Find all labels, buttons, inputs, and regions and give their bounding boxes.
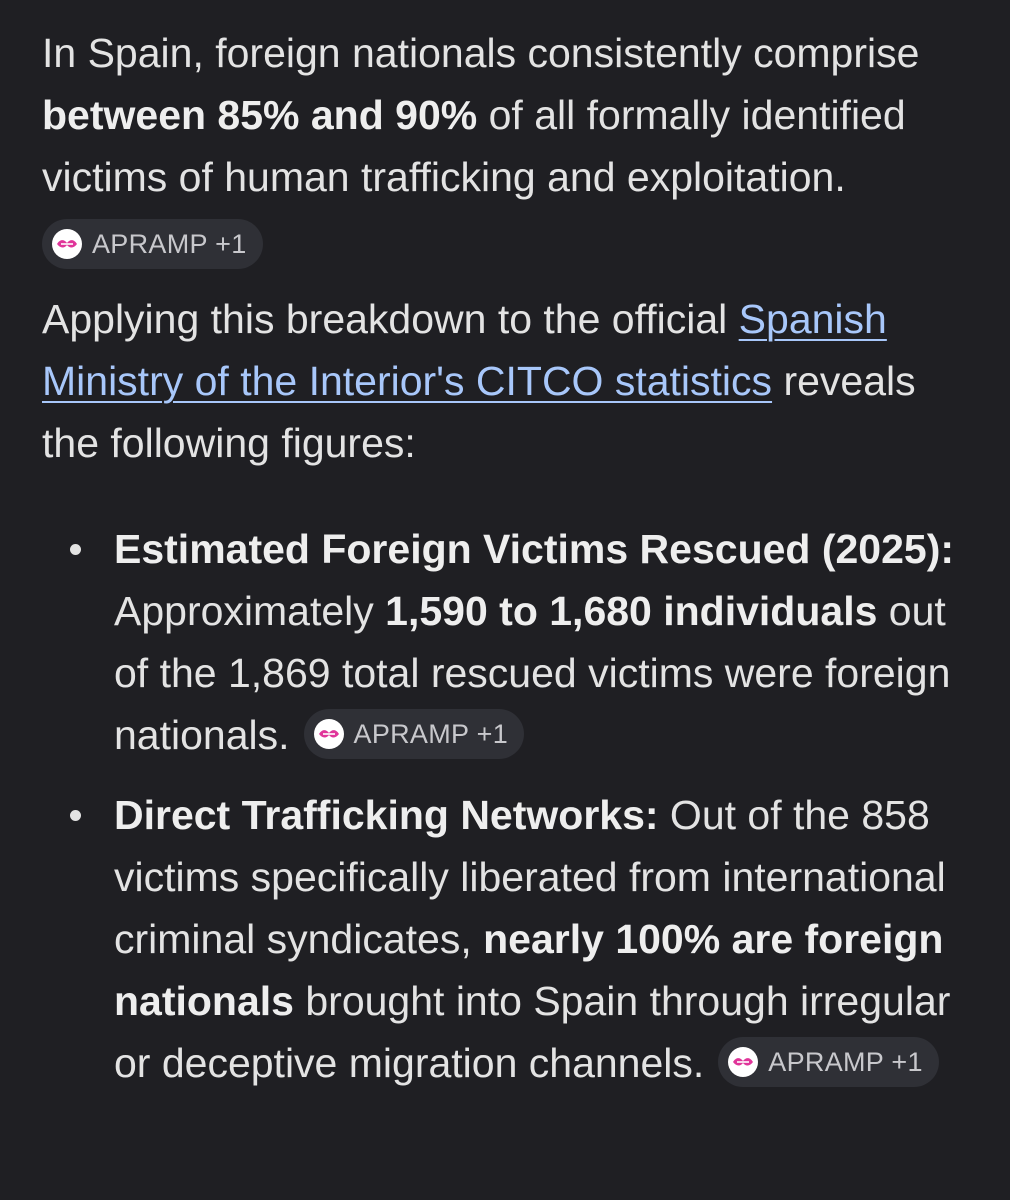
figures-list	[42, 518, 972, 1094]
source-chip[interactable]	[304, 709, 525, 759]
handshake-icon	[728, 1047, 758, 1077]
list-item	[42, 784, 972, 1094]
source-chip-label: APRAMP +1	[768, 1047, 923, 1078]
intro-text-end: of all formally identified victims of human trafficking and exploitation.	[42, 92, 906, 200]
response-content	[42, 22, 972, 1112]
list-item-text: out of the 1,869 total rescued victims were foreign nationals.	[114, 588, 951, 758]
list-item-bold: 1,590 to 1,680 individuals	[385, 588, 878, 634]
list-item-text: brought into Spain through irregular or deceptive migration channels.	[114, 978, 951, 1086]
ministry-text-start: Applying this breakdown to the official	[42, 296, 739, 342]
ministry-paragraph	[42, 288, 972, 474]
handshake-icon	[314, 719, 344, 749]
list-item-heading: Direct Trafficking Networks:	[114, 792, 659, 838]
intro-bold-range: between 85% and 90%	[42, 92, 478, 138]
citco-statistics-link[interactable]: Spanish Ministry of the Interior's CITCO statistics	[42, 296, 887, 404]
handshake-icon	[52, 229, 82, 259]
list-item-text: Approximately	[114, 588, 386, 634]
source-chip-row	[42, 216, 972, 266]
source-chip-label: APRAMP +1	[92, 229, 247, 260]
bullet-dot	[70, 544, 81, 555]
source-chip[interactable]	[42, 219, 263, 269]
list-item-heading: Estimated Foreign Victims Rescued (2025):	[114, 526, 955, 572]
source-chip-label: APRAMP +1	[353, 719, 509, 750]
ministry-text-end: reveals the following figures:	[42, 358, 916, 466]
intro-text-start: In Spain, foreign nationals consistently comprise	[42, 30, 920, 76]
bullet-dot	[70, 810, 81, 821]
list-item-text: Out of the 858 victims specifically liberated from international criminal syndicates,	[114, 792, 946, 962]
list-item	[42, 518, 972, 766]
intro-paragraph	[42, 22, 972, 208]
list-item-bold: nearly 100% are foreign nationals	[114, 916, 944, 1024]
source-chip[interactable]	[718, 1037, 939, 1087]
